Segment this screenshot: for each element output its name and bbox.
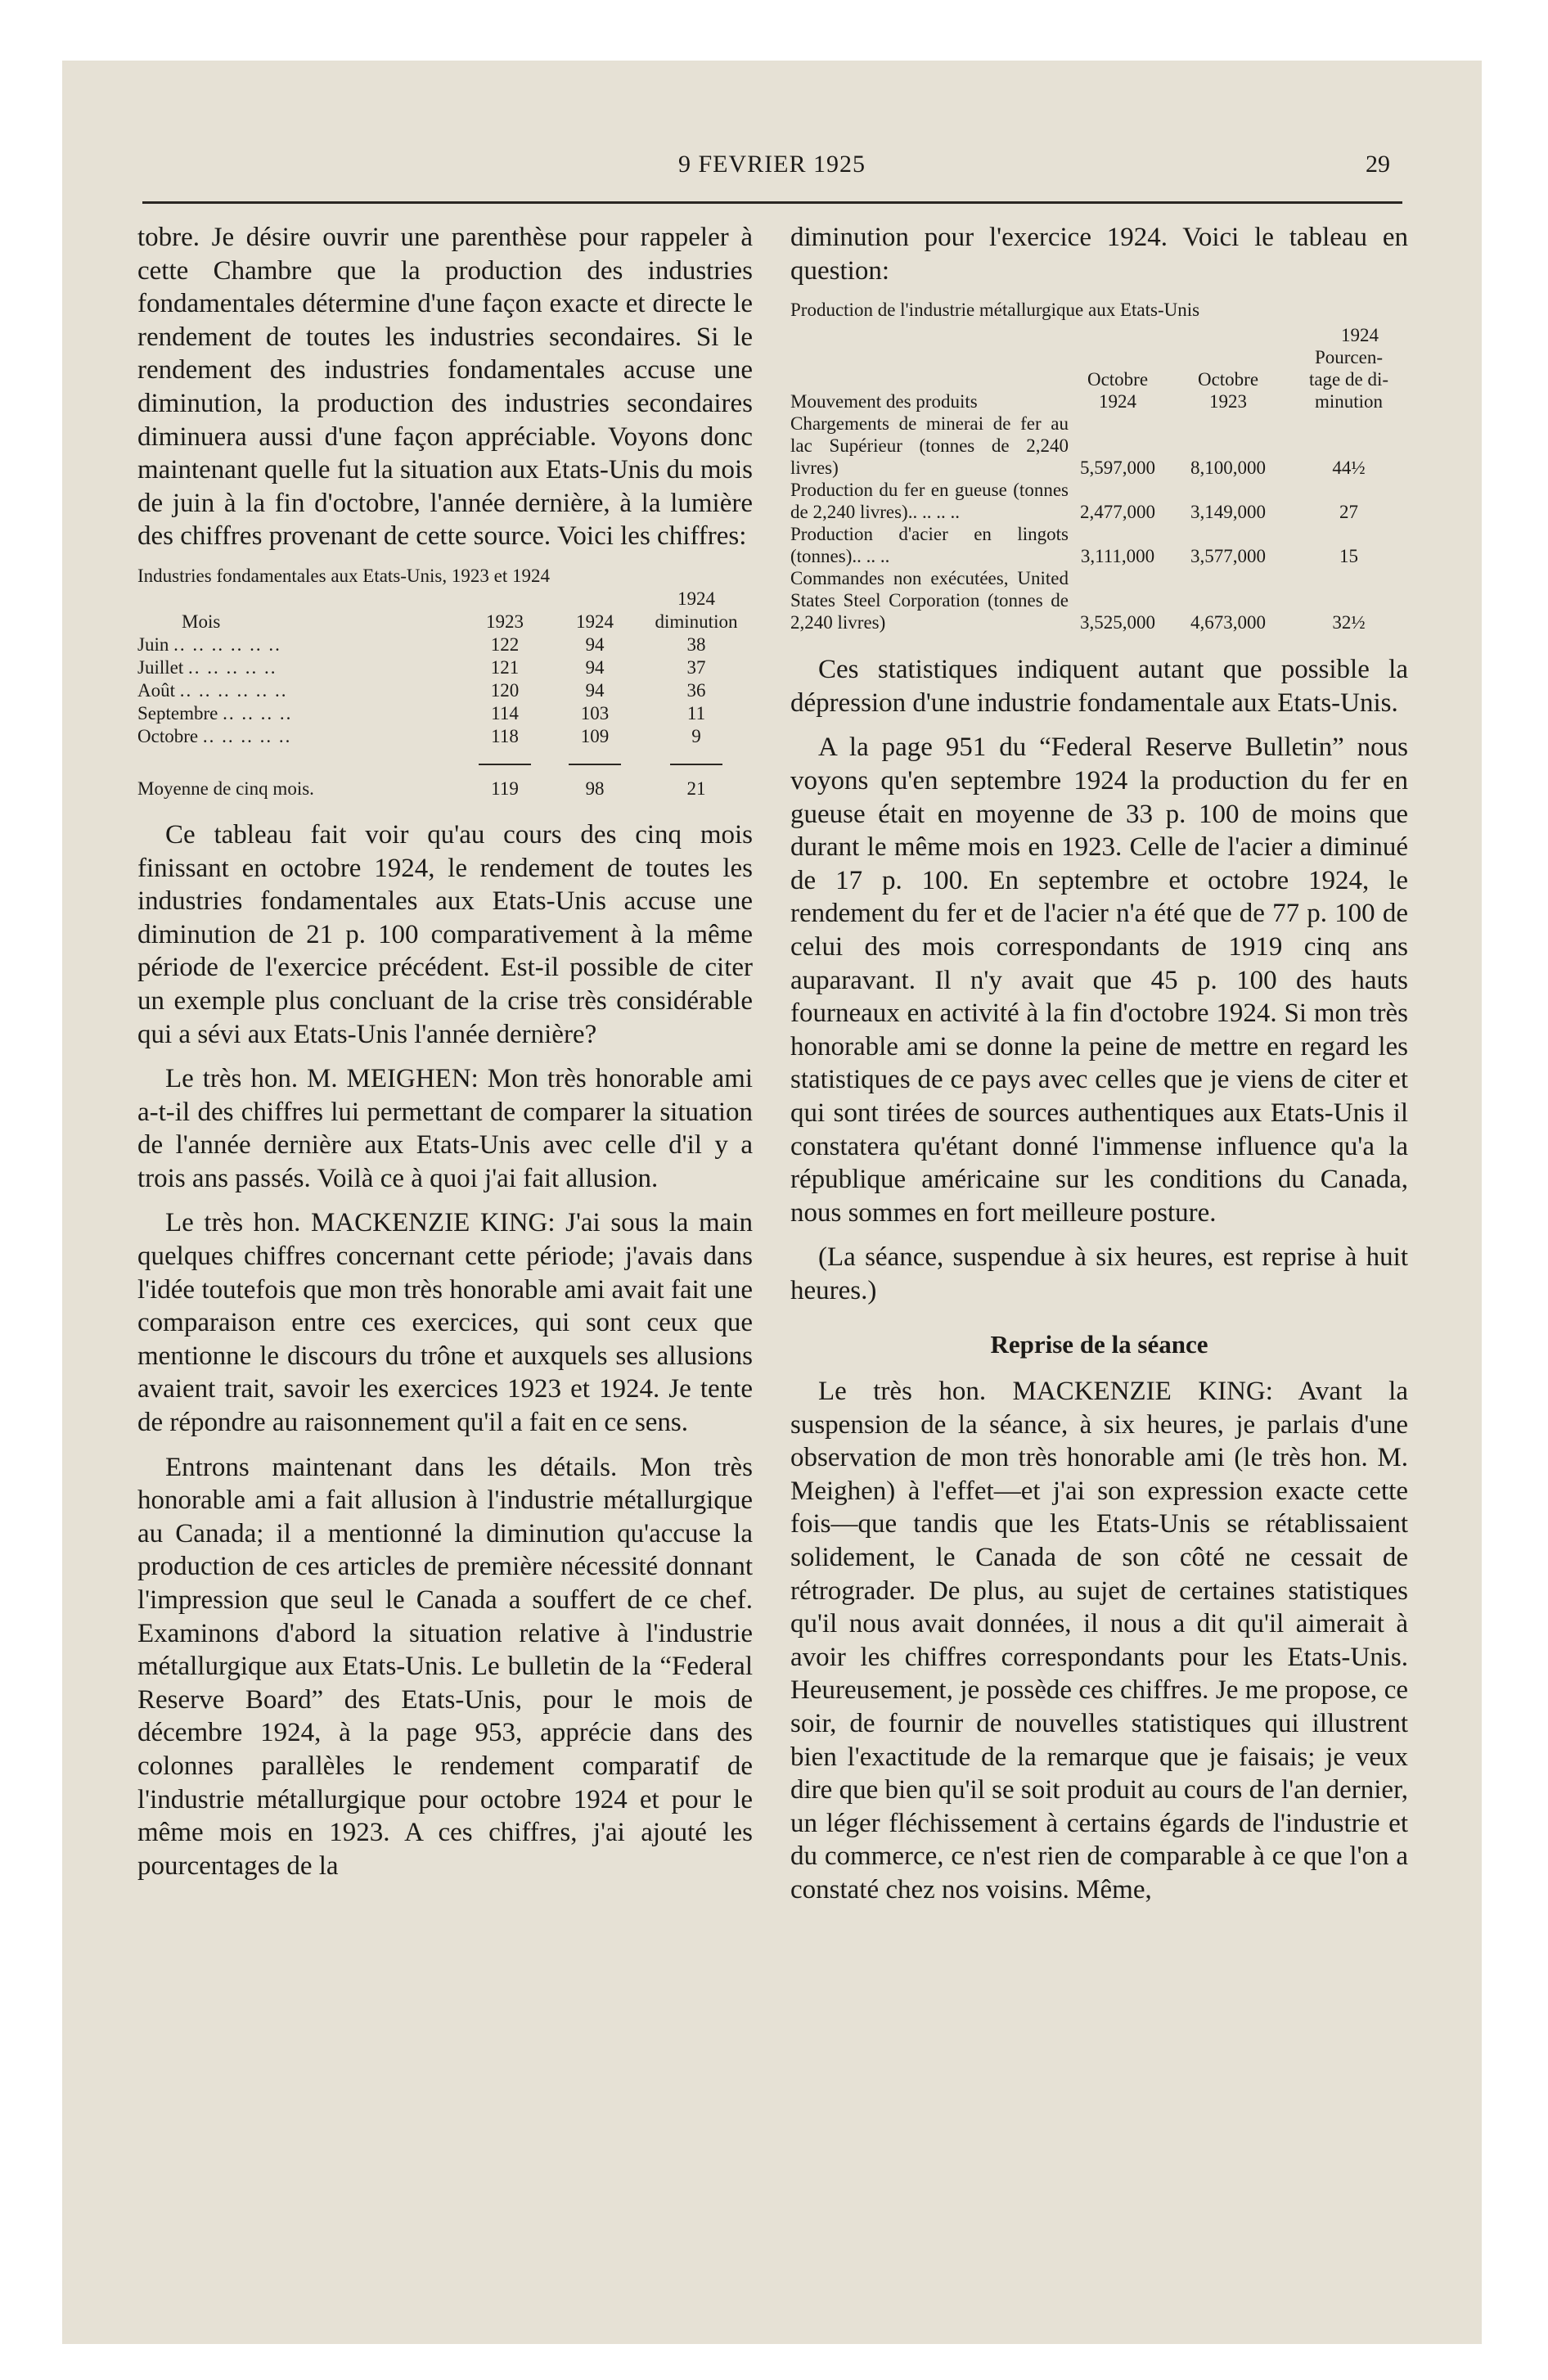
column-header: 1923 — [486, 611, 524, 632]
paragraph: Le très hon. MACKENZIE KING: J'ai sous la main quelques chiffres concernant cette période; j'avais dans l'idée toutefois que mon très honorable ami avait fait une comparaison entre ces exercices, qui sont ceux que mentionne le discours du trône et auxquels ses allusions avaient trait, savoir les exercices 1923 et 1924. Je tente de répondre au raisonnement qu'il a fait en ce sens. — [137, 1208, 753, 1438]
cell-oct-1924: 3,525,000 — [1080, 612, 1155, 633]
row-label: Production d'acier en lingots (tonnes).. .. .. — [790, 524, 1069, 567]
cell-oct-1923: 3,149,000 — [1190, 502, 1266, 523]
table-row — [790, 523, 1408, 567]
column-header: tage de di- — [1308, 369, 1389, 390]
column-header: Pourcen- — [1314, 347, 1384, 368]
paragraph: A la page 951 du “Federal Reserve Bulletin” nous voyons qu'en septembre 1924 la production du fer en gueuse était en moyenne de 33 p. 100 de moins que durant le même mois en 1923. Celle de l'acier a diminué de 17 p. 100. En septembre et octobre 1924, le rendement du fer et de l'acier n'a été que de 77 p. 100 de celui des mois correspondants de 1919 cinq ans auparavant. Il n'y avait que 45 p. 100 des hauts fourneaux en activité à la fin d'octobre 1924. Si mon très honorable ami se donne la peine de mettre en regard les statistiques de ce pays avec celles que je viens de citer et qui sont tirées de sources authentiques aux Etats-Unis il constatera qu'étant donné l'immense influence qu'a la république américaine sur les conditions du Canada, nous sommes en fort meilleure posture. — [790, 732, 1408, 1228]
rule-line — [479, 764, 531, 765]
right-column — [790, 221, 1408, 1918]
column-header: 1923 — [1209, 391, 1247, 412]
table-caption-year: 1924 — [1341, 325, 1379, 346]
column-header: 1924 diminution — [655, 588, 738, 632]
cell-pct: 15 — [1339, 546, 1358, 567]
cell-diff: 37 — [686, 656, 706, 678]
row-label: Commandes non exécutées, United States Steel Corporation (tonnes de 2,240 livres) — [790, 568, 1069, 633]
cell-1923: 114 — [491, 702, 519, 723]
paragraph: Ce tableau fait voir qu'au cours des cinq mois finissant en octobre 1924, le rendement de toutes les industries fondamentales aux Etats-Unis accuse une diminution de 21 p. 100 comparativement à la même période de l'exercice précédent. Est-il possible de citer un exemple plus concluant de la crise très considérable qui a sévi aux Etats-Unis l'année dernière? — [137, 819, 753, 1049]
paragraph: Le très hon. M. MEIGHEN: Mon très honorable ami a-t-il des chiffres lui permettant de comparer la situation de l'année dernière aux Etats-Unis avec celle d'il y a trois ans passés. Voilà ce à quoi j'ai fait allusion. — [137, 1064, 753, 1193]
month-label: Juillet — [137, 656, 184, 678]
cell-1924: 94 — [585, 679, 605, 701]
cell-1923: 120 — [490, 679, 520, 701]
cell-diff: 21 — [686, 778, 706, 799]
leader-dots: .. .. .. .. .. .. — [173, 633, 281, 655]
row-label: Chargements de minerai de fer au lac Supérieur (tonnes de 2,240 livres) — [790, 413, 1069, 479]
leader-dots: .. .. .. .. .. — [187, 656, 277, 678]
table-row — [790, 479, 1408, 523]
cell-diff: 9 — [691, 725, 701, 746]
month-label: Septembre — [137, 702, 218, 723]
column-header: 1924 — [576, 611, 614, 632]
paragraph: Ces statistiques indiquent autant que possible la dépression d'une industrie fondamentale aux Etats-Unis. — [790, 655, 1408, 718]
paragraph: Entrons maintenant dans les détails. Mon très honorable ami a fait allusion à l'industrie métallurgique au Canada; il a mentionné la diminution qu'accuse la production de ces articles de première nécessité donnant l'impression que seul le Canada a souffert de ce chef. Examinons d'abord la situation relative à l'industrie métallurgique aux Etats-Unis. Le bulletin de la “Federal Reserve Board” des Etats-Unis, pour le mois de décembre 1924, à la page 953, apprécie dans des colonnes parallèles le rendement comparatif de l'industrie métallurgique pour octobre 1924 et pour le même mois en 1923. A ces chiffres, j'ai ajouté les pourcentages de la — [137, 1452, 753, 1881]
table-row — [137, 679, 753, 702]
leader-dots: .. .. .. .. .. .. — [179, 679, 288, 701]
total-separator — [137, 748, 753, 771]
cell-oct-1924: 5,597,000 — [1080, 458, 1155, 479]
page-number: 29 — [1366, 151, 1390, 178]
industries-table — [137, 565, 753, 800]
table-header-row — [137, 588, 753, 633]
table-header-row — [790, 390, 1408, 412]
table-caption: Production de l'industrie métallurgique aux Etats-Unis — [790, 300, 1200, 321]
rule-line — [670, 764, 722, 765]
cell-1923: 121 — [490, 656, 520, 678]
leader-dots: .. .. .. .. .. — [202, 725, 292, 746]
paragraph: (La séance, suspendue à six heures, est reprise à huit heures.) — [790, 1242, 1408, 1305]
cell-oct-1924: 2,477,000 — [1080, 502, 1155, 523]
column-header: minution — [1314, 391, 1384, 412]
cell-pct: 32½ — [1332, 612, 1366, 633]
cell-oct-1923: 3,577,000 — [1190, 546, 1266, 567]
table-header-row — [790, 368, 1408, 390]
cell-1923: 118 — [491, 725, 519, 746]
average-label: Moyenne de cinq mois. — [137, 778, 314, 799]
cell-pct: 44½ — [1332, 458, 1366, 479]
section-heading: Reprise de la séance — [990, 1330, 1208, 1359]
table-row — [137, 725, 753, 748]
leader-dots: .. .. .. .. — [223, 702, 293, 723]
page-date: 9 FEVRIER 1925 — [677, 151, 866, 178]
paragraph: tobre. Je désire ouvrir une parenthèse pour rappeler à cette Chambre que la production des industries fondamentales détermine d'une façon exacte et directe le rendement de toutes les industries secondaires. Si le rendement des industries fondamentales accuse une diminution, la production des industries secondaires diminuera aussi d'une façon appréciable. Voyons donc maintenant quelle fut la situation aux Etats-Unis du mois de juin à la fin d'octobre, l'année dernière, à la lumière des chiffres provenant de cette source. Voici les chiffres: — [137, 223, 753, 552]
cell-oct-1923: 8,100,000 — [1190, 458, 1266, 479]
month-label: Octobre — [137, 725, 199, 746]
table-row — [137, 702, 753, 725]
cell-1924: 98 — [585, 778, 605, 799]
cell-oct-1923: 4,673,000 — [1190, 612, 1266, 633]
running-head — [62, 151, 1482, 192]
left-column — [137, 221, 753, 1894]
column-header: Octobre — [1087, 369, 1149, 390]
header-rule — [142, 201, 1402, 204]
cell-diff: 38 — [686, 633, 706, 655]
paragraph: Le très hon. MACKENZIE KING: Avant la suspension de la séance, à six heures, je parlais d'une observation de mon très honorable ami (le très hon. M. Meighen) à l'effet—et j'ai son expression exacte cette fois—que tandis que les Etats-Unis se rétablissaient solidement, le Canada de son côté ne cessait de rétrograder. De plus, au sujet de certaines statistiques qu'il nous avait données, il nous a dit qu'il aimerait à avoir les chiffres correspondants pour les Etats-Unis. Heureusement, je possède ces chiffres. Je me propose, ce soir, de fournir de nouvelles statistiques qui illustrent bien l'exactitude de la remarque que je faisais; je veux dire que bien qu'il se soit produit au cours de l'an dernier, un léger fléchissement à certains égards de l'industrie et du commerce, ce n'est rien de comparable à ce que l'on a constaté chez nos voisins. Même, — [790, 1377, 1408, 1904]
column-header: 1924 — [1099, 391, 1136, 412]
document-page — [62, 61, 1482, 2344]
table-row — [790, 567, 1408, 633]
table-row — [137, 656, 753, 679]
column-header: Mois — [182, 611, 221, 632]
cell-pct: 27 — [1339, 502, 1358, 523]
cell-diff: 11 — [686, 702, 706, 723]
cell-1923: 119 — [491, 778, 519, 799]
column-header: Octobre — [1197, 369, 1259, 390]
table-header-row — [790, 346, 1408, 368]
cell-1924: 103 — [580, 702, 610, 723]
cell-1924: 94 — [585, 656, 605, 678]
table-row — [790, 412, 1408, 479]
rule-line — [569, 764, 621, 765]
table-caption: Industries fondamentales aux Etats-Unis, 1923 et 1924 — [137, 565, 550, 586]
row-label: Production du fer en gueuse (tonnes de 2,240 livres).. .. .. .. — [790, 480, 1069, 523]
column-header: Mouvement des produits — [790, 391, 978, 412]
cell-1924: 109 — [580, 725, 610, 746]
steel-table — [790, 299, 1408, 633]
cell-diff: 36 — [686, 679, 706, 701]
paragraph: diminution pour l'exercice 1924. Voici le tableau en question: — [790, 223, 1408, 286]
table-row — [137, 633, 753, 656]
cell-1924: 94 — [585, 633, 605, 655]
cell-1923: 122 — [490, 633, 520, 655]
month-label: Juin — [137, 633, 169, 655]
average-row — [137, 771, 753, 800]
cell-oct-1924: 3,111,000 — [1080, 546, 1155, 567]
month-label: Août — [137, 679, 175, 701]
